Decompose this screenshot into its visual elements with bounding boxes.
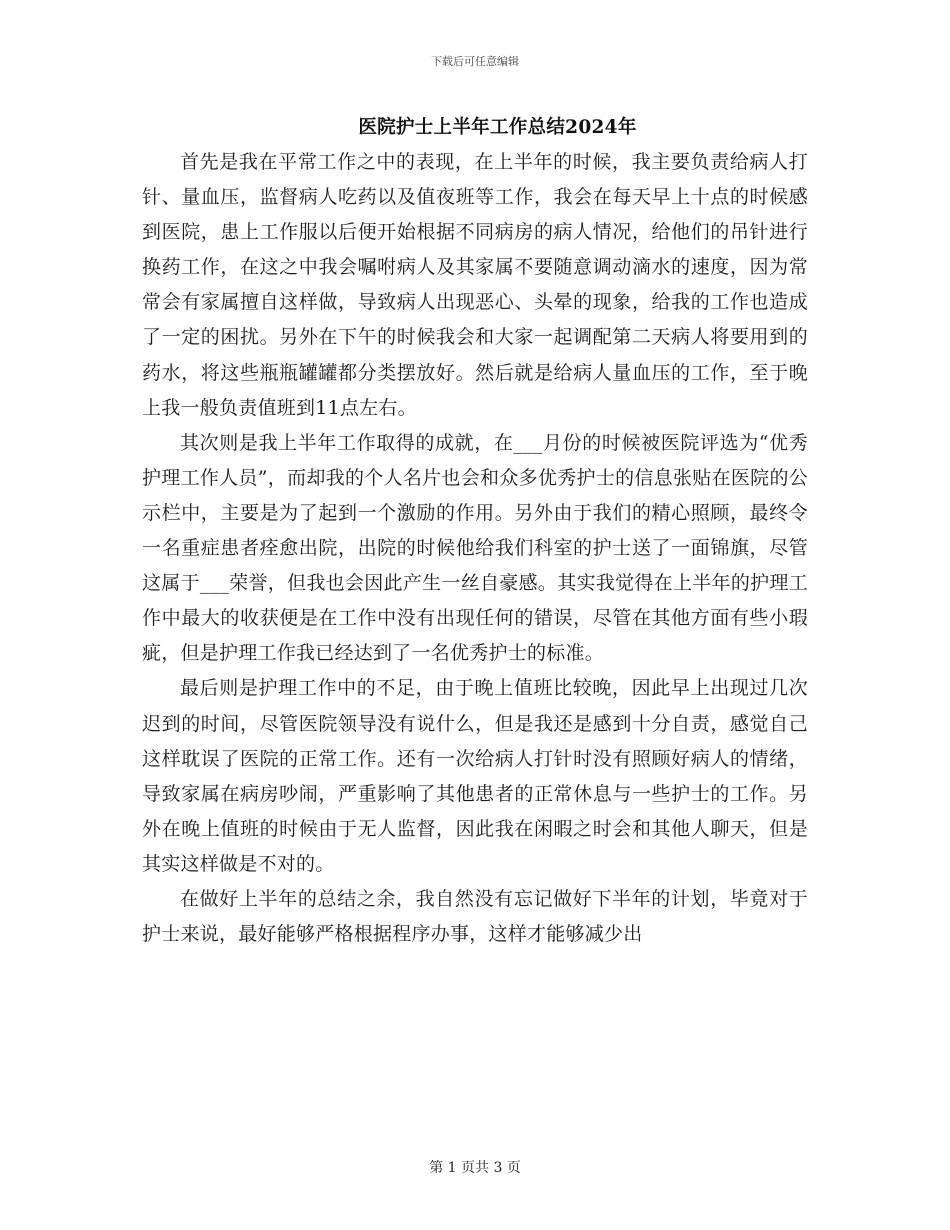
- document-title: 医院护士上半年工作总结2024年: [358, 117, 637, 138]
- paragraph-3: 最后则是护理工作中的不足，由于晚上值班比较晚，因此早上出现过几次迟到的时间，尽管医院领导没有说什么，但是我还是感到十分自责，感觉自己这样耽误了医院的正常工作。还有一次给病人打针时没有照顾好病人的情绪，导致家属在病房吵闹，严重影响了其他患者的正常休息与一些护士的工作。另外在晚上值班的时候由于无人监督，因此我在闲暇之时会和其他人聊天，但是其实这样做是不对的。: [142, 677, 808, 875]
- page-number-footer: 第 1 页共 3 页: [429, 1160, 521, 1176]
- document-body: [142, 145, 808, 952]
- paragraph-1: 首先是我在平常工作之中的表现，在上半年的时候，我主要负责给病人打针、量血压，监督病人吃药以及值夜班等工作，我会在每天早上十点的时候感到医院，患上工作服以后便开始根据不同病房的病人情况，给他们的吊针进行换药工作，在这之中我会嘱咐病人及其家属不要随意调动滴水的速度，因为常常会有家属擅自这样做，导致病人出现恶心、头晕的现象，给我的工作也造成了一定的困扰。另外在下午的时候我会和大家一起调配第二天病人将要用到的药水，将这些瓶瓶罐罐都分类摆放好。然后就是给病人量血压的工作，至于晚上我一般负责值班到11点左右。: [142, 151, 808, 419]
- paragraph-4: 在做好上半年的总结之余，我自然没有忘记做好下半年的计划，毕竟对于护士来说，最好能够严格根据程序办事，这样才能够减少出: [142, 887, 808, 946]
- paragraph-2: 其次则是我上半年工作取得的成就，在___月份的时候被医院评选为“优秀护理工作人员”，而却我的个人名片也会和众多优秀护士的信息张贴在医院的公示栏中，主要是为了起到一个激励的作用。另外由于我们的精心照顾，最终令一名重症患者痊愈出院，出院的时候他给我们科室的护士送了一面锦旗，尽管这属于___荣誉，但我也会因此产生一丝自豪感。其实我觉得在上半年的护理工作中最大的收获便是在工作中没有出现任何的错误，尽管在其他方面有些小瑕疵，但是护理工作我已经达到了一名优秀护士的标准。: [142, 431, 808, 665]
- page-header-note: 下载后可任意编辑: [431, 55, 519, 68]
